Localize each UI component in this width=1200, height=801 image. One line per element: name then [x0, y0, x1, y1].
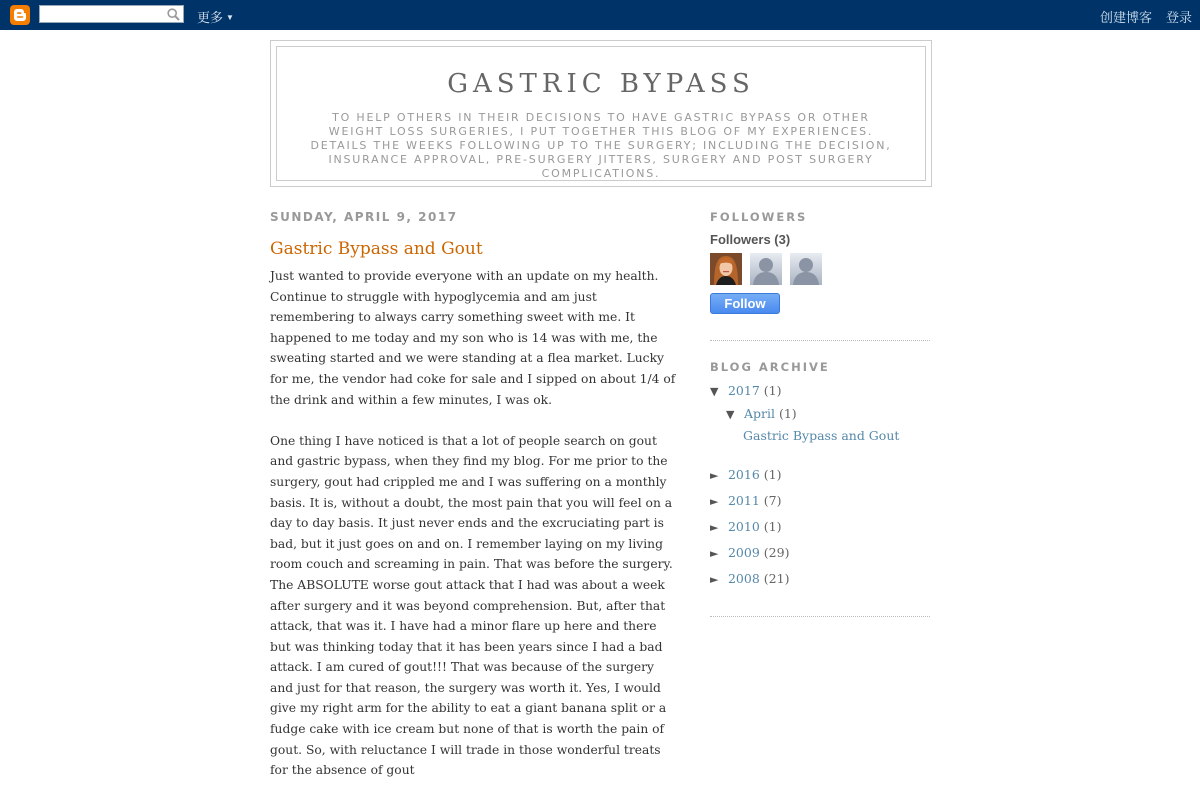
main-column: [270, 210, 680, 801]
archive-count: (1): [763, 467, 782, 482]
follower-avatar-default[interactable]: [790, 253, 822, 285]
post-title[interactable]: Gastric Bypass and Gout: [270, 239, 483, 259]
archive-year-link[interactable]: 2010: [727, 519, 760, 534]
archive-item-2016: [710, 466, 782, 484]
archive-item-2011: [710, 492, 782, 510]
sign-in-link[interactable]: 登录: [1166, 10, 1193, 25]
archive-post-link[interactable]: Gastric Bypass and Gout: [743, 428, 900, 443]
follower-avatar-default[interactable]: [750, 253, 782, 285]
blogger-navbar: [0, 0, 1200, 30]
archive-item-2009: [710, 544, 789, 562]
archive-count: (7): [763, 493, 782, 508]
blog-description: TO HELP OTHERS IN THEIR DECISIONS TO HAVE GASTRIC BYPASS OR OTHER WEIGHT LOSS SURGERIES, I PUT TOGETHER THIS BLOG OF MY EXPERIENCES. DETAILS THE WEEKS FOLLOWING UP TO THE SURGERY; INCLUDING THE DECISION, INSURANCE APPROVAL, PRE-SURGERY JITTERS, SURGERY AND POST SURGERY COMPLICATIONS.: [310, 111, 892, 180]
archive-year-link[interactable]: 2017: [727, 383, 760, 398]
expand-toggle-icon[interactable]: ▼: [726, 408, 735, 421]
archive-count: (1): [763, 519, 782, 534]
follower-avatars: [710, 253, 930, 285]
expand-toggle-icon[interactable]: ►: [710, 495, 719, 508]
archive-month-link[interactable]: April: [743, 406, 775, 421]
caret-down-icon: ▼: [226, 13, 234, 22]
divider: [710, 616, 930, 617]
follower-avatar-photo[interactable]: [710, 253, 742, 285]
post-paragraph: Just wanted to provide everyone with an update on my health. Continue to struggle with hypoglycemia and am just remembering to always carry something sweet with me. It happened to me today and my son who is 14 was with me, the sweating started and we were standing at a flea market. Lucky for me, the vendor had coke for sale and I sipped on about 1/4 of the drink and within a few minutes, I was ok.: [270, 269, 676, 407]
post-body: [270, 266, 680, 781]
archive-item-2008: [710, 570, 789, 588]
more-menu-label: 更多: [197, 10, 224, 25]
search-input[interactable]: [42, 7, 162, 21]
archive-item-2017: [710, 382, 782, 400]
archive-year-link[interactable]: 2016: [727, 467, 760, 482]
search-icon[interactable]: [167, 8, 180, 21]
blog-header: [270, 40, 932, 187]
followers-heading: FOLLOWERS: [710, 210, 808, 224]
sidebar: [710, 210, 930, 586]
expand-toggle-icon[interactable]: ►: [710, 469, 719, 482]
expand-toggle-icon[interactable]: ►: [710, 547, 719, 560]
archive-year-link[interactable]: 2008: [727, 571, 760, 586]
divider: [710, 340, 930, 341]
archive-count: (21): [763, 571, 790, 586]
archive-count: (1): [778, 406, 797, 421]
more-menu[interactable]: [197, 7, 234, 26]
blogger-logo-icon[interactable]: [10, 5, 30, 25]
archive-year-link[interactable]: 2009: [727, 545, 760, 560]
followers-count: Followers (3): [710, 232, 791, 247]
archive-count: (1): [763, 383, 782, 398]
follow-button[interactable]: Follow: [710, 293, 780, 314]
archive-item-april: [726, 405, 797, 423]
expand-toggle-icon[interactable]: ►: [710, 573, 719, 586]
post-date: SUNDAY, APRIL 9, 2017: [270, 210, 458, 224]
expand-toggle-icon[interactable]: ►: [710, 521, 719, 534]
blog-title[interactable]: GASTRIC BYPASS: [447, 69, 755, 99]
post-paragraph: One thing I have noticed is that a lot of people search on gout and gastric bypass, when they find my blog. For me prior to the surgery, gout had crippled me and I was suffering on a monthly basis. It is, without a doubt, the most pain that you will feel on a day to day basis. It just never ends and the excruciating part is bad, but it just goes on and on. I remember laying on my living room couch and screaming in pain. That was before the surgery. The ABSOLUTE worse gout attack that I had was about a week after surgery and it was beyond comprehension. But, after that attack, that was it. I have had a minor flare up here and there but was thinking today that it has been years since I had a bad attack. I am cured of gout!!! That was because of the surgery and just for that reason, the surgery was worth it. Yes, I would give my right arm for the ability to eat a giant banana split or a fudge cake with ice cream but none of that is worth the pain of gout. So, with reluctance I will trade in those wonderful treats for the absence of gout: [270, 433, 673, 778]
search-box[interactable]: [39, 5, 184, 23]
create-blog-link[interactable]: 创建博客: [1100, 10, 1153, 25]
archive-post-item: [743, 427, 899, 445]
expand-toggle-icon[interactable]: ▼: [710, 385, 719, 398]
blog-header-inner: [276, 46, 926, 181]
archive-year-link[interactable]: 2011: [727, 493, 760, 508]
archive-item-2010: [710, 518, 782, 536]
blog-archive-heading: BLOG ARCHIVE: [710, 360, 830, 374]
archive-count: (29): [763, 545, 790, 560]
